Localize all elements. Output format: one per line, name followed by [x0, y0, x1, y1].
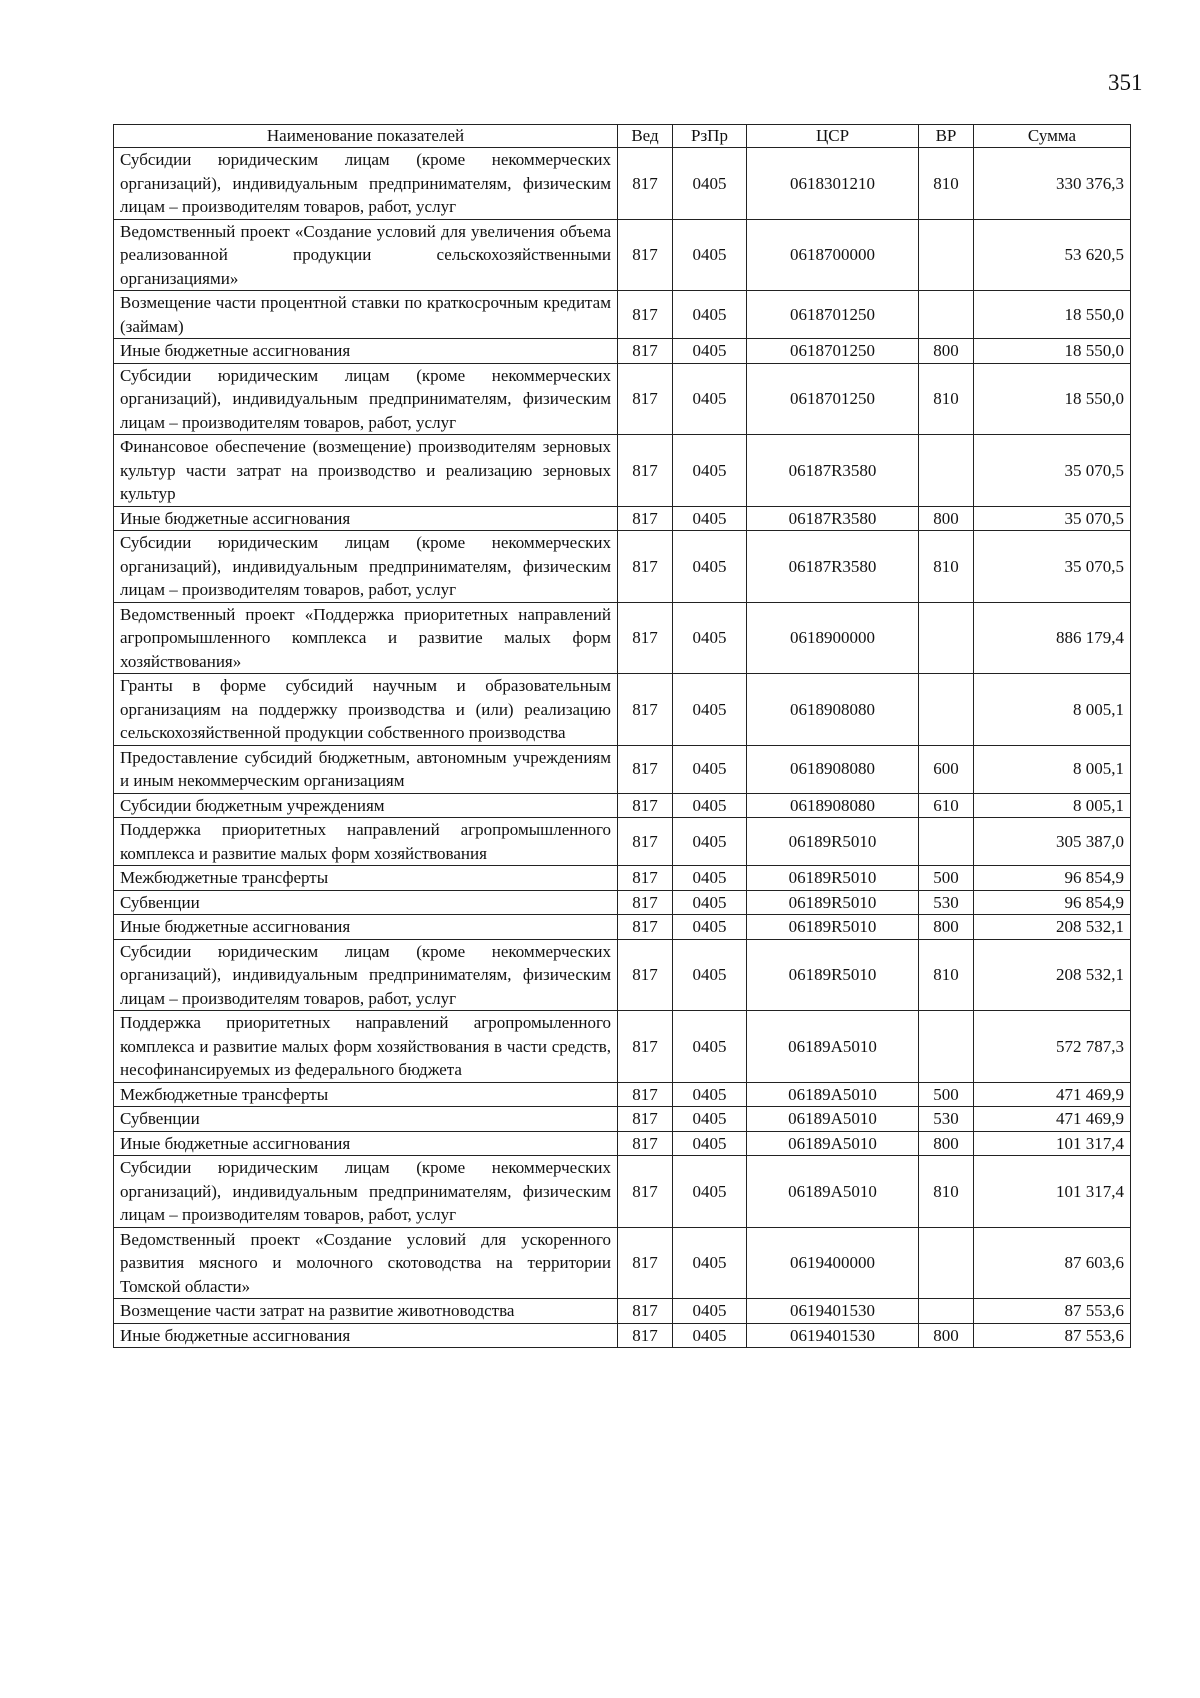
cell-csr: 0618908080	[747, 793, 919, 818]
cell-sum: 96 854,9	[974, 890, 1131, 915]
cell-vr: 800	[919, 506, 974, 531]
cell-rzpr: 0405	[673, 1107, 747, 1132]
cell-name: Поддержка приоритетных направлений агропромыленного комплекса и развитие малых форм хозяйствования в части средств, несофинансируемых из федерального бюджета	[114, 1011, 618, 1083]
cell-name: Субсидии бюджетным учреждениям	[114, 793, 618, 818]
cell-ved: 817	[618, 1011, 673, 1083]
cell-name: Ведомственный проект «Поддержка приоритетных направлений агропромышленного комплекса и развитие малых форм хозяйствования»	[114, 602, 618, 674]
cell-rzpr: 0405	[673, 674, 747, 746]
table-row	[114, 1156, 1131, 1228]
cell-csr: 06189R5010	[747, 939, 919, 1011]
cell-csr: 06189R5010	[747, 890, 919, 915]
cell-sum: 886 179,4	[974, 602, 1131, 674]
cell-csr: 0618701250	[747, 339, 919, 364]
cell-csr: 0618701250	[747, 363, 919, 435]
cell-vr: 600	[919, 745, 974, 793]
cell-vr: 610	[919, 793, 974, 818]
cell-ved: 817	[618, 866, 673, 891]
table-row	[114, 793, 1131, 818]
cell-rzpr: 0405	[673, 793, 747, 818]
cell-sum: 35 070,5	[974, 435, 1131, 507]
table-row	[114, 531, 1131, 603]
cell-vr	[919, 1227, 974, 1299]
cell-name: Иные бюджетные ассигнования	[114, 506, 618, 531]
cell-csr: 06187R3580	[747, 531, 919, 603]
cell-rzpr: 0405	[673, 339, 747, 364]
cell-ved: 817	[618, 1156, 673, 1228]
cell-vr	[919, 219, 974, 291]
cell-csr: 0618301210	[747, 148, 919, 220]
cell-vr: 800	[919, 1131, 974, 1156]
cell-rzpr: 0405	[673, 219, 747, 291]
cell-rzpr: 0405	[673, 531, 747, 603]
cell-rzpr: 0405	[673, 602, 747, 674]
cell-name: Субсидии юридическим лицам (кроме некоммерческих организаций), индивидуальным предпринимателям, физическим лицам – производителям товаров, работ, услуг	[114, 363, 618, 435]
cell-name: Финансовое обеспечение (возмещение) производителям зерновых культур части затрат на производство и реализацию зерновых культур	[114, 435, 618, 507]
cell-csr: 0619400000	[747, 1227, 919, 1299]
cell-vr: 500	[919, 1082, 974, 1107]
cell-vr: 810	[919, 148, 974, 220]
cell-rzpr: 0405	[673, 1011, 747, 1083]
cell-sum: 330 376,3	[974, 148, 1131, 220]
cell-ved: 817	[618, 219, 673, 291]
cell-ved: 817	[618, 506, 673, 531]
cell-sum: 208 532,1	[974, 915, 1131, 940]
cell-sum: 8 005,1	[974, 745, 1131, 793]
table-row	[114, 1011, 1131, 1083]
table-row	[114, 745, 1131, 793]
cell-rzpr: 0405	[673, 1299, 747, 1324]
cell-rzpr: 0405	[673, 148, 747, 220]
cell-vr	[919, 435, 974, 507]
cell-name: Межбюджетные трансферты	[114, 1082, 618, 1107]
cell-sum: 35 070,5	[974, 506, 1131, 531]
cell-sum: 53 620,5	[974, 219, 1131, 291]
table-row	[114, 915, 1131, 940]
table-row	[114, 148, 1131, 220]
cell-vr: 500	[919, 866, 974, 891]
header-name: Наименование показателей	[114, 125, 618, 148]
cell-vr	[919, 1299, 974, 1324]
cell-csr: 06189A5010	[747, 1082, 919, 1107]
cell-rzpr: 0405	[673, 866, 747, 891]
cell-name: Субвенции	[114, 1107, 618, 1132]
cell-rzpr: 0405	[673, 890, 747, 915]
table-header-row	[114, 125, 1131, 148]
cell-sum: 87 553,6	[974, 1323, 1131, 1348]
cell-csr: 06189A5010	[747, 1156, 919, 1228]
cell-sum: 87 553,6	[974, 1299, 1131, 1324]
cell-sum: 18 550,0	[974, 339, 1131, 364]
cell-name: Предоставление субсидий бюджетным, автономным учреждениям и иным некоммерческим организациям	[114, 745, 618, 793]
table-row	[114, 291, 1131, 339]
cell-name: Межбюджетные трансферты	[114, 866, 618, 891]
header-sum: Сумма	[974, 125, 1131, 148]
cell-rzpr: 0405	[673, 506, 747, 531]
budget-table	[113, 124, 1131, 1348]
cell-csr: 06189A5010	[747, 1011, 919, 1083]
cell-csr: 0618701250	[747, 291, 919, 339]
cell-sum: 572 787,3	[974, 1011, 1131, 1083]
cell-vr	[919, 1011, 974, 1083]
table-row	[114, 506, 1131, 531]
table-row	[114, 602, 1131, 674]
cell-vr: 810	[919, 1156, 974, 1228]
table-row	[114, 674, 1131, 746]
table-row	[114, 219, 1131, 291]
cell-sum: 208 532,1	[974, 939, 1131, 1011]
cell-sum: 35 070,5	[974, 531, 1131, 603]
table-row	[114, 939, 1131, 1011]
cell-vr: 530	[919, 890, 974, 915]
cell-sum: 8 005,1	[974, 793, 1131, 818]
table-row	[114, 1131, 1131, 1156]
table-body	[114, 148, 1131, 1348]
cell-ved: 817	[618, 1227, 673, 1299]
cell-ved: 817	[618, 915, 673, 940]
cell-csr: 0618908080	[747, 674, 919, 746]
cell-name: Субвенции	[114, 890, 618, 915]
cell-sum: 101 317,4	[974, 1131, 1131, 1156]
cell-ved: 817	[618, 1107, 673, 1132]
cell-csr: 0618700000	[747, 219, 919, 291]
cell-sum: 18 550,0	[974, 291, 1131, 339]
cell-ved: 817	[618, 818, 673, 866]
cell-rzpr: 0405	[673, 435, 747, 507]
cell-name: Возмещение части затрат на развитие животноводства	[114, 1299, 618, 1324]
cell-vr: 800	[919, 339, 974, 364]
table-row	[114, 890, 1131, 915]
cell-name: Возмещение части процентной ставки по краткосрочным кредитам (займам)	[114, 291, 618, 339]
cell-ved: 817	[618, 745, 673, 793]
cell-csr: 0618908080	[747, 745, 919, 793]
cell-vr: 800	[919, 915, 974, 940]
table-row	[114, 1107, 1131, 1132]
cell-sum: 8 005,1	[974, 674, 1131, 746]
table-row	[114, 363, 1131, 435]
cell-rzpr: 0405	[673, 939, 747, 1011]
cell-ved: 817	[618, 674, 673, 746]
cell-vr	[919, 602, 974, 674]
cell-csr: 0618900000	[747, 602, 919, 674]
cell-ved: 817	[618, 1299, 673, 1324]
cell-ved: 817	[618, 939, 673, 1011]
cell-ved: 817	[618, 435, 673, 507]
cell-name: Иные бюджетные ассигнования	[114, 915, 618, 940]
cell-name: Ведомственный проект «Создание условий для ускоренного развития мясного и молочного скотоводства на территории Томской области»	[114, 1227, 618, 1299]
cell-rzpr: 0405	[673, 1227, 747, 1299]
cell-ved: 817	[618, 148, 673, 220]
cell-csr: 06189A5010	[747, 1107, 919, 1132]
cell-vr	[919, 674, 974, 746]
cell-csr: 06189A5010	[747, 1131, 919, 1156]
cell-sum: 18 550,0	[974, 363, 1131, 435]
cell-name: Гранты в форме субсидий научным и образовательным организациям на поддержку производства и (или) реализацию сельскохозяйственной продукции собственного производства	[114, 674, 618, 746]
cell-csr: 06187R3580	[747, 506, 919, 531]
cell-vr: 810	[919, 363, 974, 435]
header-vr: ВР	[919, 125, 974, 148]
cell-name: Иные бюджетные ассигнования	[114, 339, 618, 364]
cell-ved: 817	[618, 363, 673, 435]
cell-csr: 06189R5010	[747, 818, 919, 866]
cell-ved: 817	[618, 339, 673, 364]
cell-ved: 817	[618, 793, 673, 818]
cell-name: Ведомственный проект «Создание условий для увеличения объема реализованной продукции сельскохозяйственными организациями»	[114, 219, 618, 291]
cell-rzpr: 0405	[673, 1323, 747, 1348]
cell-name: Иные бюджетные ассигнования	[114, 1131, 618, 1156]
cell-sum: 87 603,6	[974, 1227, 1131, 1299]
cell-name: Поддержка приоритетных направлений агропромышленного комплекса и развитие малых форм хозяйствования	[114, 818, 618, 866]
cell-sum: 471 469,9	[974, 1082, 1131, 1107]
cell-vr: 530	[919, 1107, 974, 1132]
cell-csr: 0619401530	[747, 1299, 919, 1324]
cell-ved: 817	[618, 1323, 673, 1348]
cell-rzpr: 0405	[673, 745, 747, 793]
cell-rzpr: 0405	[673, 1131, 747, 1156]
cell-sum: 96 854,9	[974, 866, 1131, 891]
table-row	[114, 1323, 1131, 1348]
cell-ved: 817	[618, 291, 673, 339]
cell-rzpr: 0405	[673, 1082, 747, 1107]
cell-vr: 810	[919, 531, 974, 603]
table-row	[114, 866, 1131, 891]
cell-rzpr: 0405	[673, 915, 747, 940]
cell-rzpr: 0405	[673, 818, 747, 866]
cell-rzpr: 0405	[673, 363, 747, 435]
table-row	[114, 1082, 1131, 1107]
cell-name: Субсидии юридическим лицам (кроме некоммерческих организаций), индивидуальным предпринимателям, физическим лицам – производителям товаров, работ, услуг	[114, 531, 618, 603]
cell-sum: 305 387,0	[974, 818, 1131, 866]
header-csr: ЦСР	[747, 125, 919, 148]
cell-csr: 06189R5010	[747, 915, 919, 940]
cell-ved: 817	[618, 1082, 673, 1107]
cell-sum: 471 469,9	[974, 1107, 1131, 1132]
cell-sum: 101 317,4	[974, 1156, 1131, 1228]
cell-csr: 06187R3580	[747, 435, 919, 507]
cell-name: Субсидии юридическим лицам (кроме некоммерческих организаций), индивидуальным предпринимателям, физическим лицам – производителям товаров, работ, услуг	[114, 148, 618, 220]
cell-rzpr: 0405	[673, 291, 747, 339]
table-row	[114, 818, 1131, 866]
cell-ved: 817	[618, 602, 673, 674]
header-ved: Вед	[618, 125, 673, 148]
cell-csr: 06189R5010	[747, 866, 919, 891]
cell-ved: 817	[618, 531, 673, 603]
cell-name: Иные бюджетные ассигнования	[114, 1323, 618, 1348]
table-row	[114, 339, 1131, 364]
cell-csr: 0619401530	[747, 1323, 919, 1348]
cell-ved: 817	[618, 890, 673, 915]
cell-name: Субсидии юридическим лицам (кроме некоммерческих организаций), индивидуальным предпринимателям, физическим лицам – производителям товаров, работ, услуг	[114, 939, 618, 1011]
cell-rzpr: 0405	[673, 1156, 747, 1228]
table-row	[114, 1299, 1131, 1324]
cell-name: Субсидии юридическим лицам (кроме некоммерческих организаций), индивидуальным предпринимателям, физическим лицам – производителям товаров, работ, услуг	[114, 1156, 618, 1228]
cell-vr	[919, 291, 974, 339]
header-rzpr: РзПр	[673, 125, 747, 148]
table-row	[114, 1227, 1131, 1299]
cell-vr: 800	[919, 1323, 974, 1348]
cell-vr	[919, 818, 974, 866]
page-number: 351	[1108, 70, 1143, 95]
cell-vr: 810	[919, 939, 974, 1011]
table-row	[114, 435, 1131, 507]
cell-ved: 817	[618, 1131, 673, 1156]
